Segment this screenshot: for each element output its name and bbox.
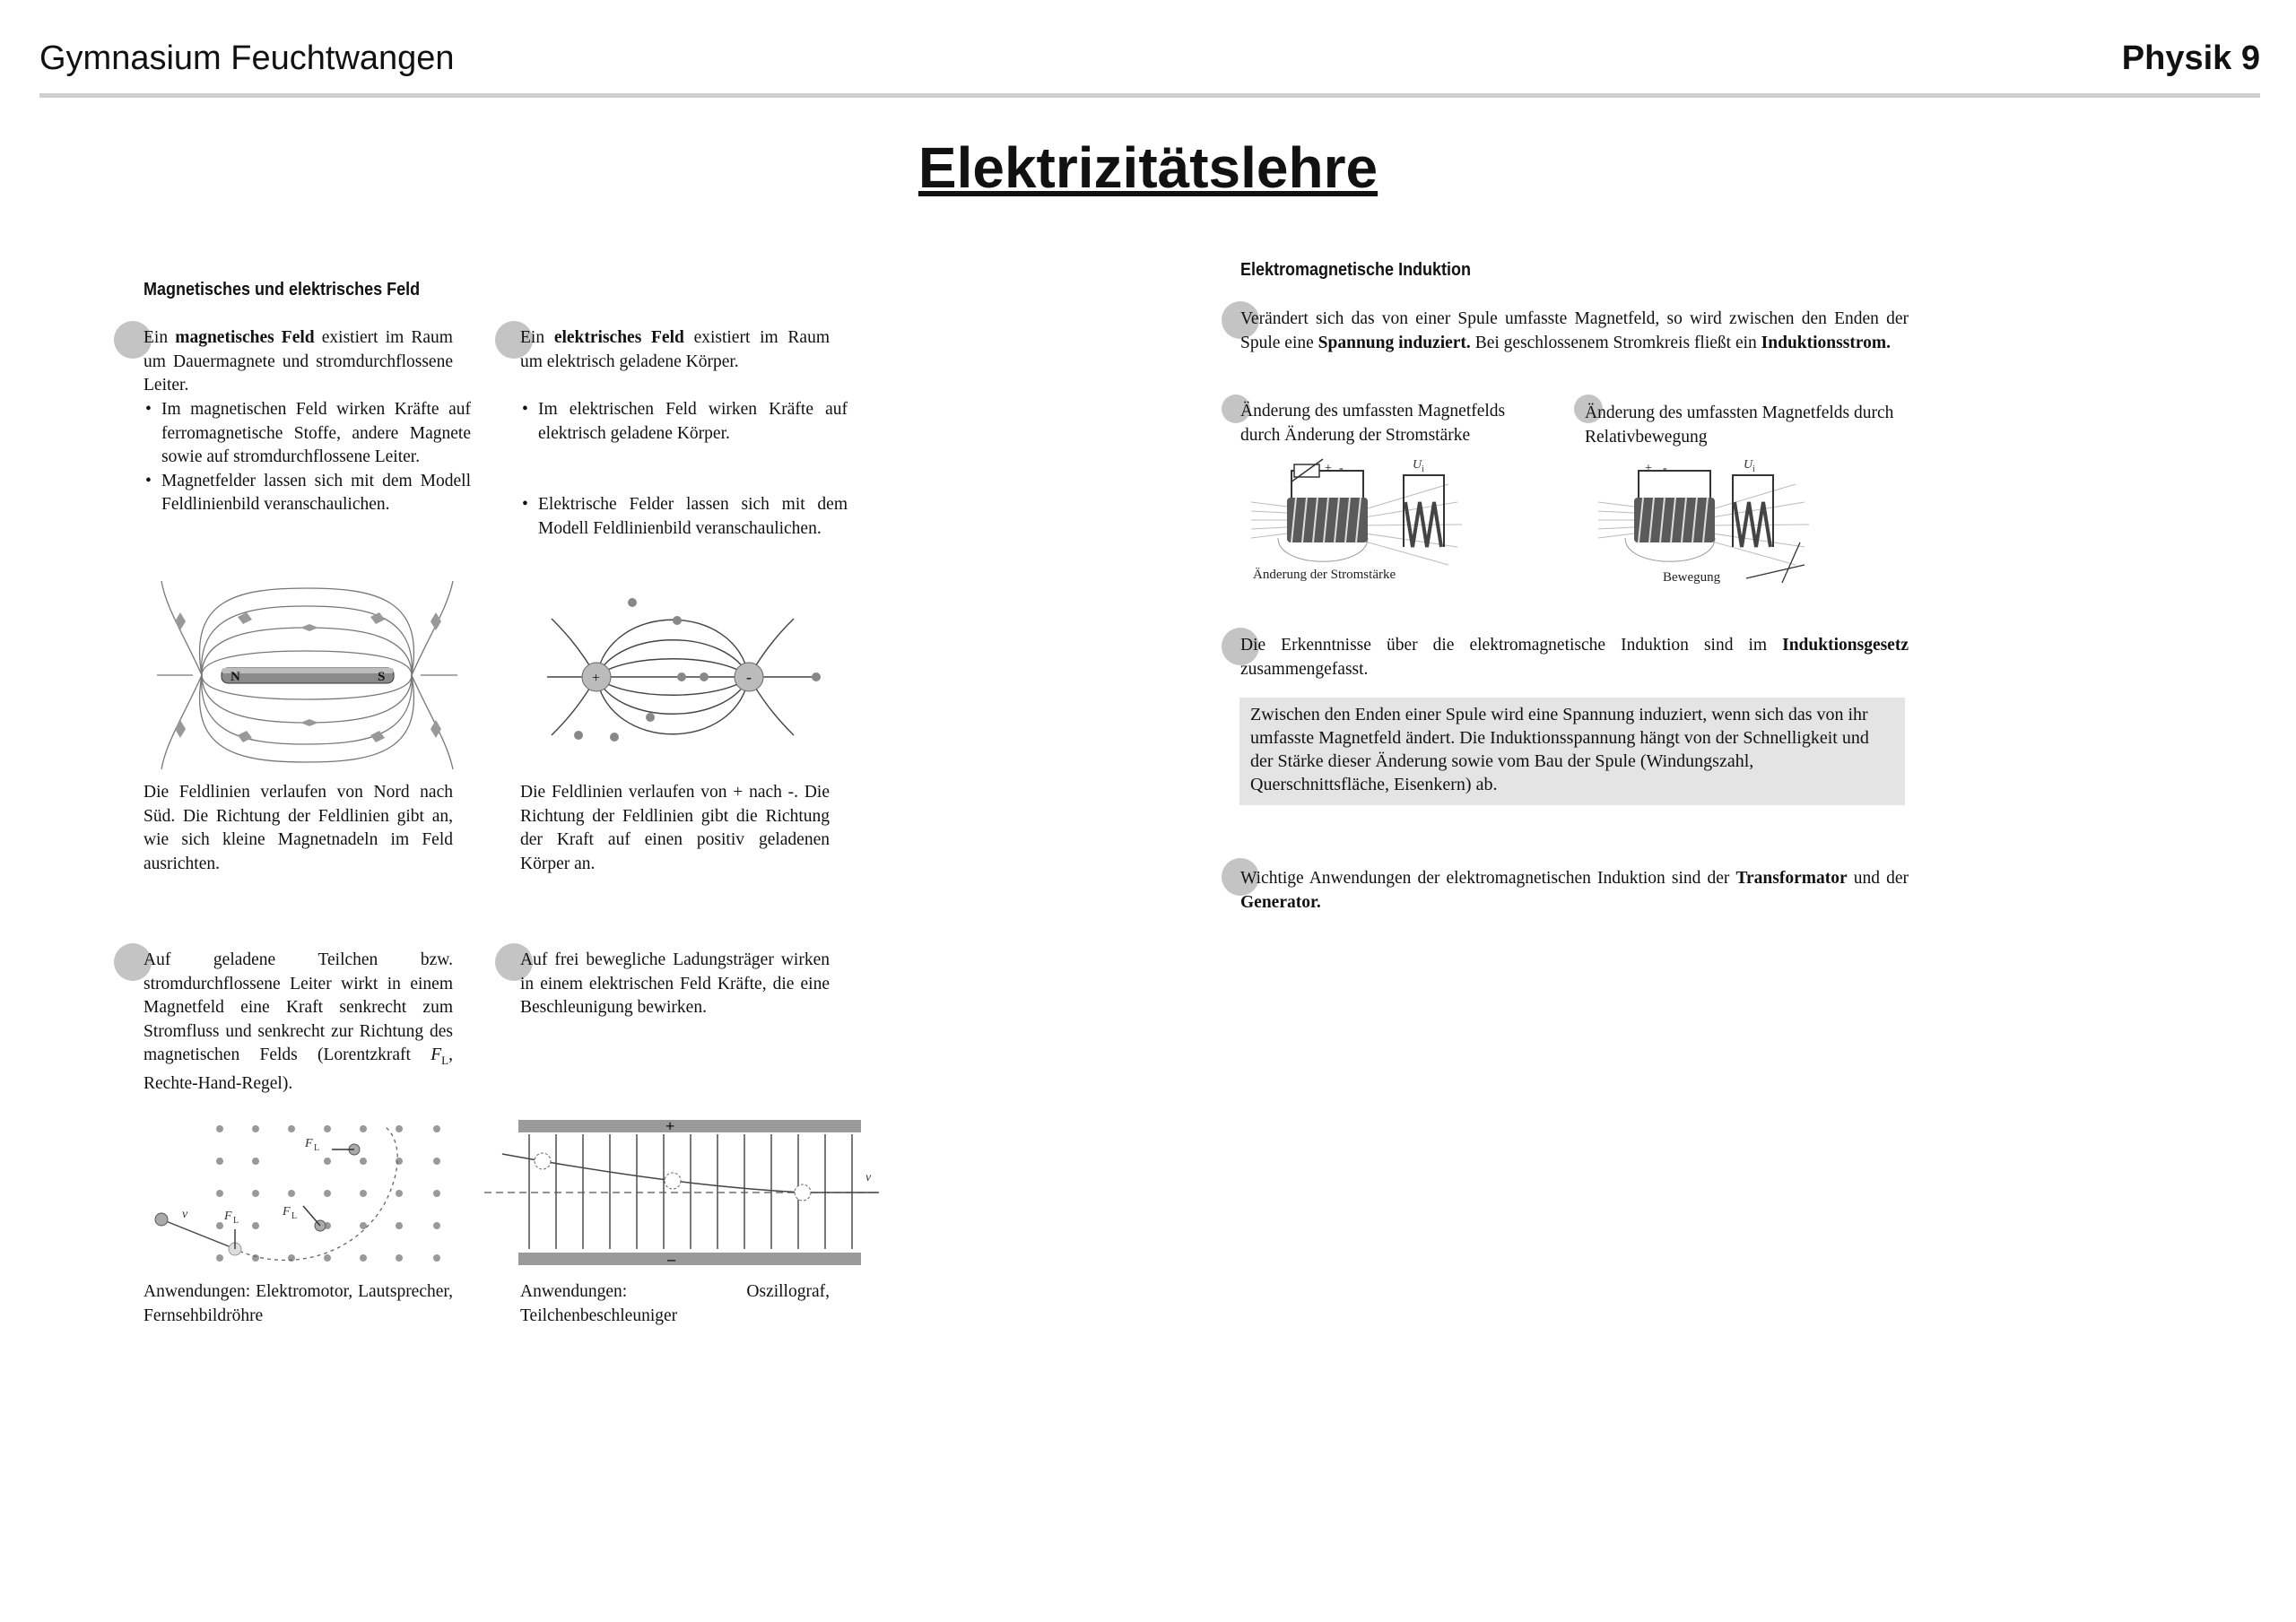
electric-field-bullet-2 <box>520 493 848 541</box>
electric-dipole-field-figure <box>543 583 830 767</box>
section-heading-induction: Elektromagnetische Induktion <box>1240 260 1472 280</box>
voltage-subscript: i <box>1422 464 1424 474</box>
list-item: • Elektrische Felder lassen sich mit dem Modell Feldlinienbild veranschaulichen. <box>538 493 848 541</box>
lorentz-force-figure <box>148 1116 453 1273</box>
case-relative-motion: Änderung des umfassten Magnetfelds durch Relativbewegung <box>1585 403 1894 447</box>
induction-law-box: Zwischen den Enden einer Spule wird eine Spannung induziert, wenn sich das von ihr umfasste Magnetfeld ändert. Die Induktionsspannung hängt von der Schnelligkeit und der Stärke dieser Änderung sowie vom Bau der Spule (Windungszahl, Querschnittsfläche, Eisenkern) ab. <box>1239 698 1905 805</box>
electric-field-lines-description: Die Feldlinien verlaufen von + nach -. Die Richtung der Feldlinien gibt die Richtung der Kraft auf einen positiv geladenen Körper an. <box>520 783 830 873</box>
force-subscript: L <box>291 1211 298 1221</box>
force-label: F <box>305 1137 313 1150</box>
magnetic-field-intro: Ein magnetisches Feld existiert im Raum um Dauermagnete und stromdurchflossene Leiter. <box>144 328 453 395</box>
velocity-label: v <box>865 1171 872 1184</box>
case-current-change: Änderung des umfassten Magnetfelds durch Änderung der Stromstärke <box>1240 402 1506 445</box>
terminal-minus: - <box>1339 462 1344 475</box>
terminal-plus: + <box>1325 462 1332 475</box>
induction-intro: Verändert sich das von einer Spule umfasste Magnetfeld, so wird zwischen den Enden der Spule eine Spannung induziert. Bei geschlossenem Stromkreis fließt ein Induktionsstrom. <box>1240 309 1909 352</box>
charge-carrier-text: Auf frei bewegliche Ladungsträger wirken in einem elektrischen Feld Kräfte, die eine Beschleunigung bewirken. <box>520 950 830 1017</box>
bar-magnet-field-figure <box>157 581 457 769</box>
terminal-plus: + <box>1645 462 1652 475</box>
figure-caption: Bewegung <box>1663 570 1721 585</box>
subject-label: Physik 9 <box>2121 39 2260 77</box>
force-label: F <box>224 1210 232 1223</box>
magnetic-field-dots <box>216 1125 440 1262</box>
figure-caption: Änderung der Stromstärke <box>1253 568 1396 582</box>
force-subscript: L <box>233 1216 239 1226</box>
induction-law-intro: Die Erkenntnisse über die elektromagnetische Induktion sind im Induktionsgesetz zusammengefasst. <box>1240 636 1909 679</box>
magnet-north-label: N <box>230 670 240 684</box>
list-item: • Im magnetischen Feld wirken Kräfte auf ferromagnetische Stoffe, andere Magnete sowie auf stromdurchflossene Leiter. <box>161 398 471 470</box>
minus-charge-label: - <box>746 668 752 686</box>
velocity-label: v <box>182 1208 188 1221</box>
terminal-minus: - <box>1663 462 1667 475</box>
magnetic-applications: Anwendungen: Elektromotor, Lautsprecher, Fernsehbildröhre <box>144 1282 453 1325</box>
force-label: F <box>283 1205 291 1219</box>
magnet-south-label: S <box>378 670 386 684</box>
electric-applications: Anwendungen: Oszillograf, Teilchenbeschleuniger <box>520 1282 830 1325</box>
plate-plus-label: + <box>665 1117 675 1135</box>
voltage-symbol: U <box>1744 458 1753 472</box>
plate-minus-label: – <box>667 1250 675 1268</box>
electric-field-bullet-1 <box>520 398 848 446</box>
voltage-subscript: i <box>1752 464 1755 474</box>
magnetic-field-bullets <box>144 398 471 517</box>
induction-current-change-figure <box>1251 448 1484 592</box>
induction-relative-motion-figure <box>1598 448 1831 592</box>
capacitor-deflection-figure <box>484 1116 883 1269</box>
plus-charge-label: + <box>592 671 601 686</box>
electric-field-intro: Ein elektrisches Feld existiert im Raum um elektrisch geladene Körper. <box>520 328 830 371</box>
school-name: Gymnasium Feuchtwangen <box>39 39 455 77</box>
header-divider <box>39 93 2260 98</box>
section-heading-fields: Magnetisches und elektrisches Feld <box>144 280 421 299</box>
list-item: • Magnetfelder lassen sich mit dem Modell Feldlinienbild veranschaulichen. <box>161 470 471 517</box>
force-subscript: L <box>314 1143 320 1153</box>
lorentz-force-text: Auf geladene Teilchen bzw. stromdurchflossene Leiter wirkt in einem Magnetfeld eine Kraft senkrecht zum Stromfluss und senkrecht zur Richtung des magnetischen Felds (Lorentzkraft $F_L$, Rechte-Hand-Regel). <box>144 950 453 1094</box>
induction-applications: Wichtige Anwendungen der elektromagnetischen Induktion sind der Transformator und der Generator. <box>1240 869 1909 912</box>
page-title: Elektrizitätslehre <box>918 135 1378 200</box>
voltage-symbol: U <box>1413 458 1422 472</box>
magnetic-field-lines-description: Die Feldlinien verlaufen von Nord nach Süd. Die Richtung der Feldlinien gibt an, wie sich kleine Magnetnadeln im Feld ausrichten. <box>144 783 453 873</box>
list-item: • Im elektrischen Feld wirken Kräfte auf elektrisch geladene Körper. <box>538 398 848 446</box>
